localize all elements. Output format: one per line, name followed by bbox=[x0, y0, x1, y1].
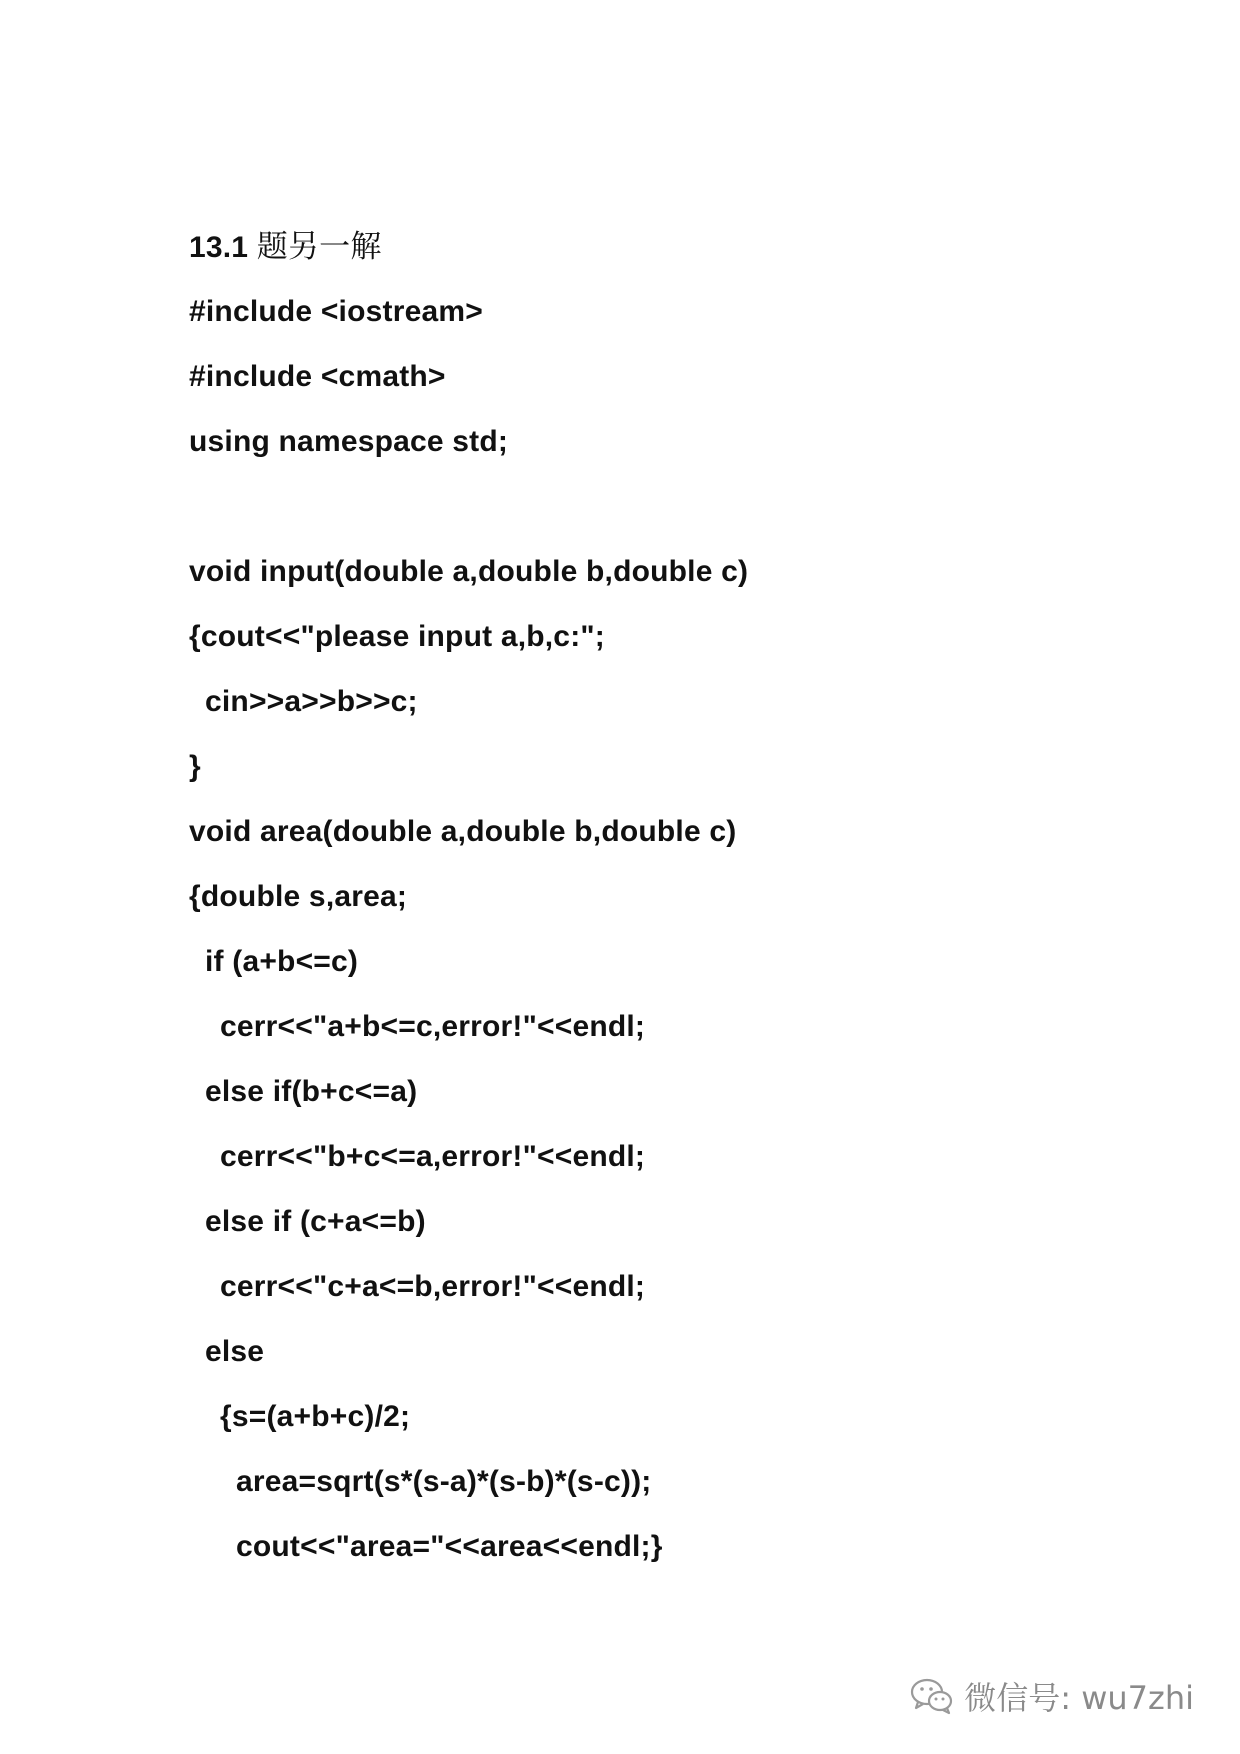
code-listing bbox=[189, 222, 1149, 1587]
watermark-label: 微信号: wu7zhi bbox=[964, 1679, 1194, 1717]
code-line: cerr<<"a+b<=c,error!"<<endl; bbox=[220, 1010, 646, 1043]
code-line: #include <cmath> bbox=[189, 360, 446, 393]
code-line: if (a+b<=c) bbox=[205, 945, 359, 978]
code-line: else if(b+c<=a) bbox=[205, 1075, 418, 1108]
code-line: {cout<<"please input a,b,c:"; bbox=[189, 620, 606, 653]
code-line: {double s,area; bbox=[189, 880, 408, 913]
code-line: else if (c+a<=b) bbox=[205, 1205, 426, 1238]
code-line: #include <iostream> bbox=[189, 295, 483, 328]
section-title: 题另一解 bbox=[256, 229, 382, 265]
code-line: void input(double a,double b,double c) bbox=[189, 555, 749, 588]
code-line: {s=(a+b+c)/2; bbox=[220, 1400, 411, 1433]
section-number: 13.1 bbox=[189, 231, 249, 264]
code-line: cin>>a>>b>>c; bbox=[205, 685, 418, 718]
section-heading bbox=[189, 222, 1149, 287]
wechat-icon bbox=[910, 1677, 954, 1715]
wechat-watermark bbox=[910, 1668, 1194, 1724]
code-line: else bbox=[205, 1335, 265, 1368]
code-line: area=sqrt(s*(s-a)*(s-b)*(s-c)); bbox=[236, 1465, 652, 1498]
code-line: cerr<<"c+a<=b,error!"<<endl; bbox=[220, 1270, 646, 1303]
code-line: using namespace std; bbox=[189, 425, 509, 458]
code-line: void area(double a,double b,double c) bbox=[189, 815, 737, 848]
code-line: } bbox=[189, 750, 201, 783]
blank-line bbox=[189, 482, 1149, 547]
code-line: cout<<"area="<<area<<endl;} bbox=[236, 1530, 663, 1563]
code-line: cerr<<"b+c<=a,error!"<<endl; bbox=[220, 1140, 646, 1173]
